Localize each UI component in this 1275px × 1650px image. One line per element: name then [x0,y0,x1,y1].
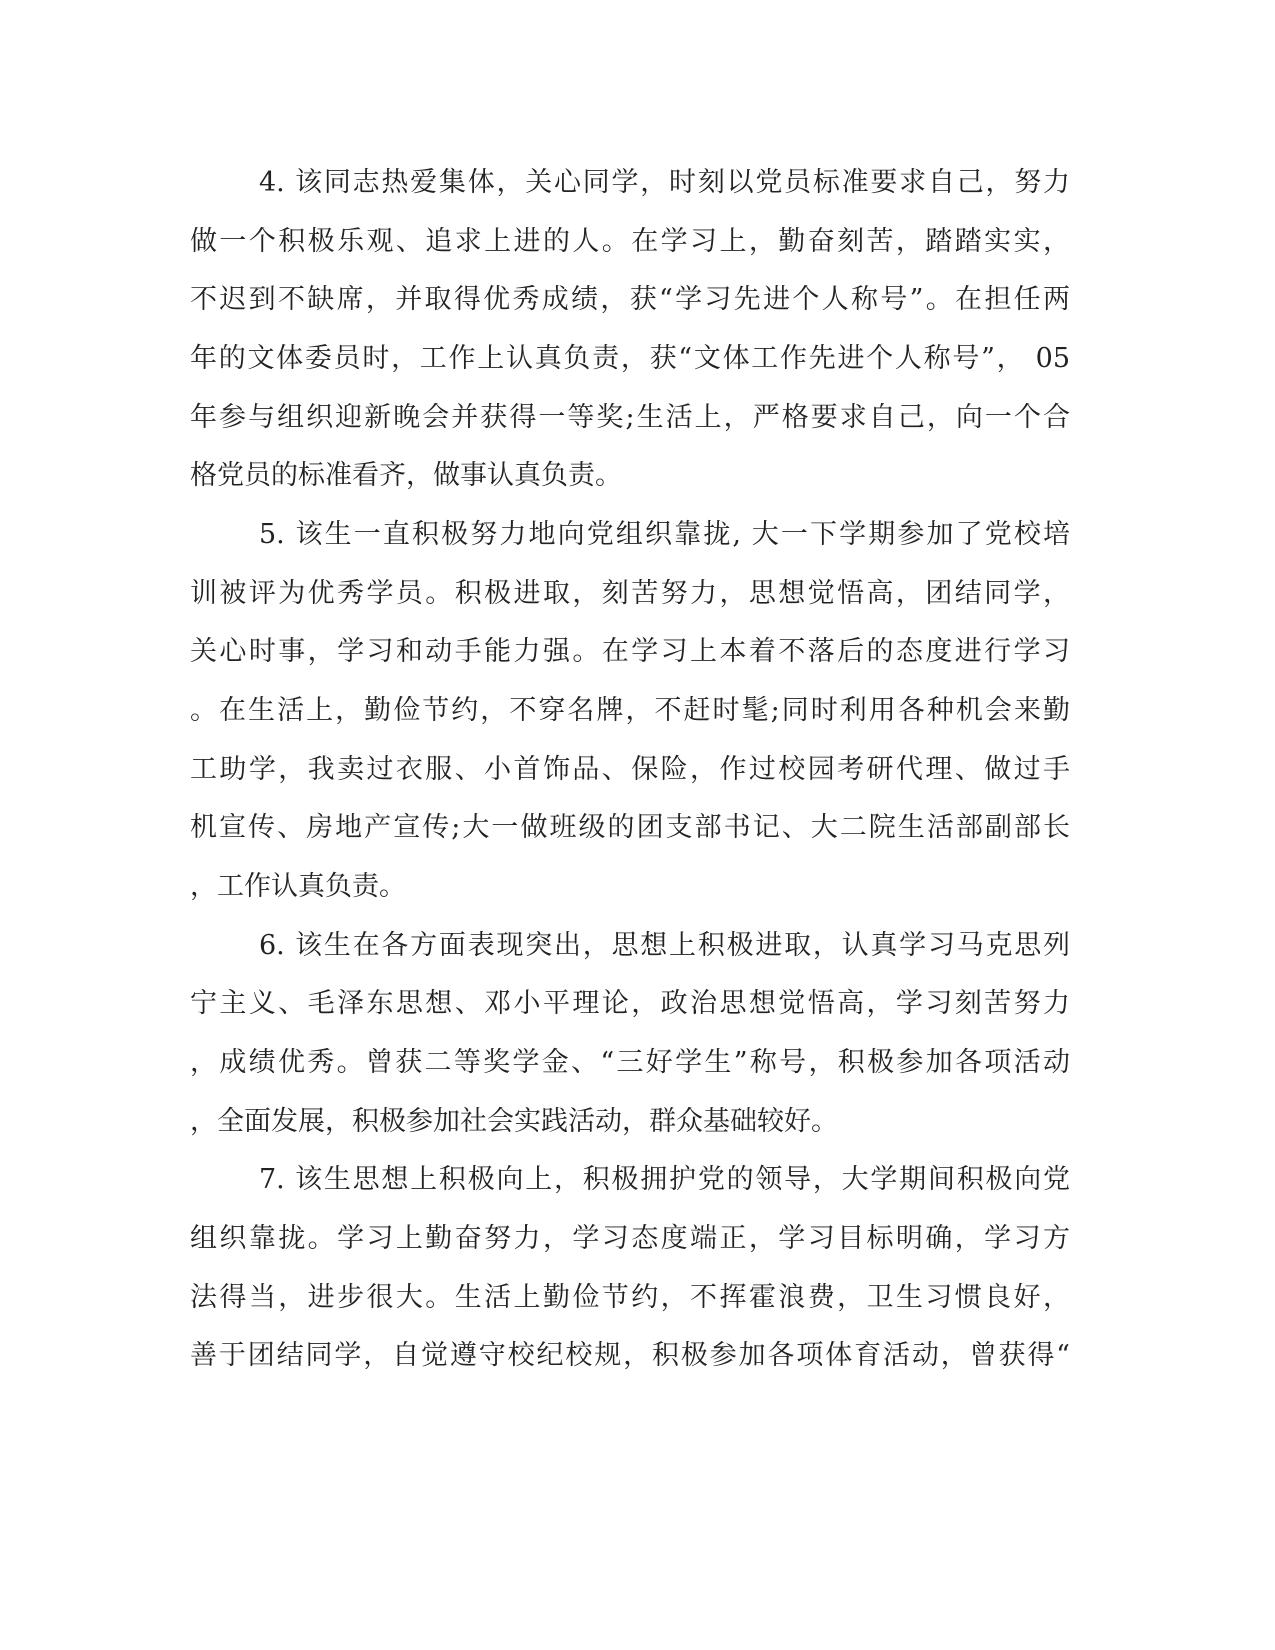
paragraph-4-line-1: 4. 该同志热爱集体，关心同学，时刻以党员标准要求自己，努力 [259,167,1070,198]
paragraph-6-line-4: ，全面发展，积极参加社会实践活动，群众基础较好。 [190,1106,838,1137]
paragraph-4-line-4: 年的文体委员时，工作上认真负责，获“文体工作先进个人称号”， 05 [190,343,1070,374]
paragraph-5-line-1: 5. 该生一直积极努力地向党组织靠拢, 大一下学期参加了党校培 [259,519,1070,550]
paragraph-4-line-2: 做一个积极乐观、追求上进的人。在学习上，勤奋刻苦，踏踏实实， [190,226,1070,257]
paragraph-5-line-3: 关心时事，学习和动手能力强。在学习上本着不落后的态度进行学习 [190,636,1070,667]
paragraph-7-line-1: 7. 该生思想上积极向上，积极拥护党的领导，大学期间积极向党 [259,1164,1070,1195]
paragraph-5-line-6: 机宣传、房地产宣传;大一做班级的团支部书记、大二院生活部副部长 [190,812,1070,843]
paragraph-7-line-3: 法得当，进步很大。生活上勤俭节约，不挥霍浪费，卫生习惯良好， [190,1282,1070,1313]
paragraph-6-line-3: ，成绩优秀。曾获二等奖学金、“三好学生”称号，积极参加各项活动 [190,1047,1070,1078]
paragraph-4-line-3: 不迟到不缺席，并取得优秀成绩，获“学习先进个人称号”。在担任两 [190,284,1070,315]
paragraph-5-line-7: ，工作认真负责。 [190,871,406,902]
paragraph-6-line-2: 宁主义、毛泽东思想、邓小平理论，政治思想觉悟高，学习刻苦努力 [190,988,1070,1019]
paragraph-5-line-5: 工助学，我卖过衣服、小首饰品、保险，作过校园考研代理、做过手 [190,754,1070,785]
paragraph-5-line-2: 训被评为优秀学员。积极进取，刻苦努力，思想觉悟高，团结同学， [190,578,1070,609]
paragraph-7-line-4: 善于团结同学，自觉遵守校纪校规，积极参加各项体育活动，曾获得“ [190,1340,1070,1371]
paragraph-6-line-1: 6. 该生在各方面表现突出，思想上积极进取，认真学习马克思列 [259,930,1070,961]
paragraph-4-line-6: 格党员的标准看齐，做事认真负责。 [190,460,622,491]
paragraph-7-line-2: 组织靠拢。学习上勤奋努力，学习态度端正，学习目标明确，学习方 [190,1223,1070,1254]
paragraph-5-line-4: 。在生活上，勤俭节约，不穿名牌，不赶时髦;同时利用各种机会来勤 [190,695,1070,726]
paragraph-4-line-5: 年参与组织迎新晚会并获得一等奖;生活上，严格要求自己，向一个合 [190,402,1070,433]
